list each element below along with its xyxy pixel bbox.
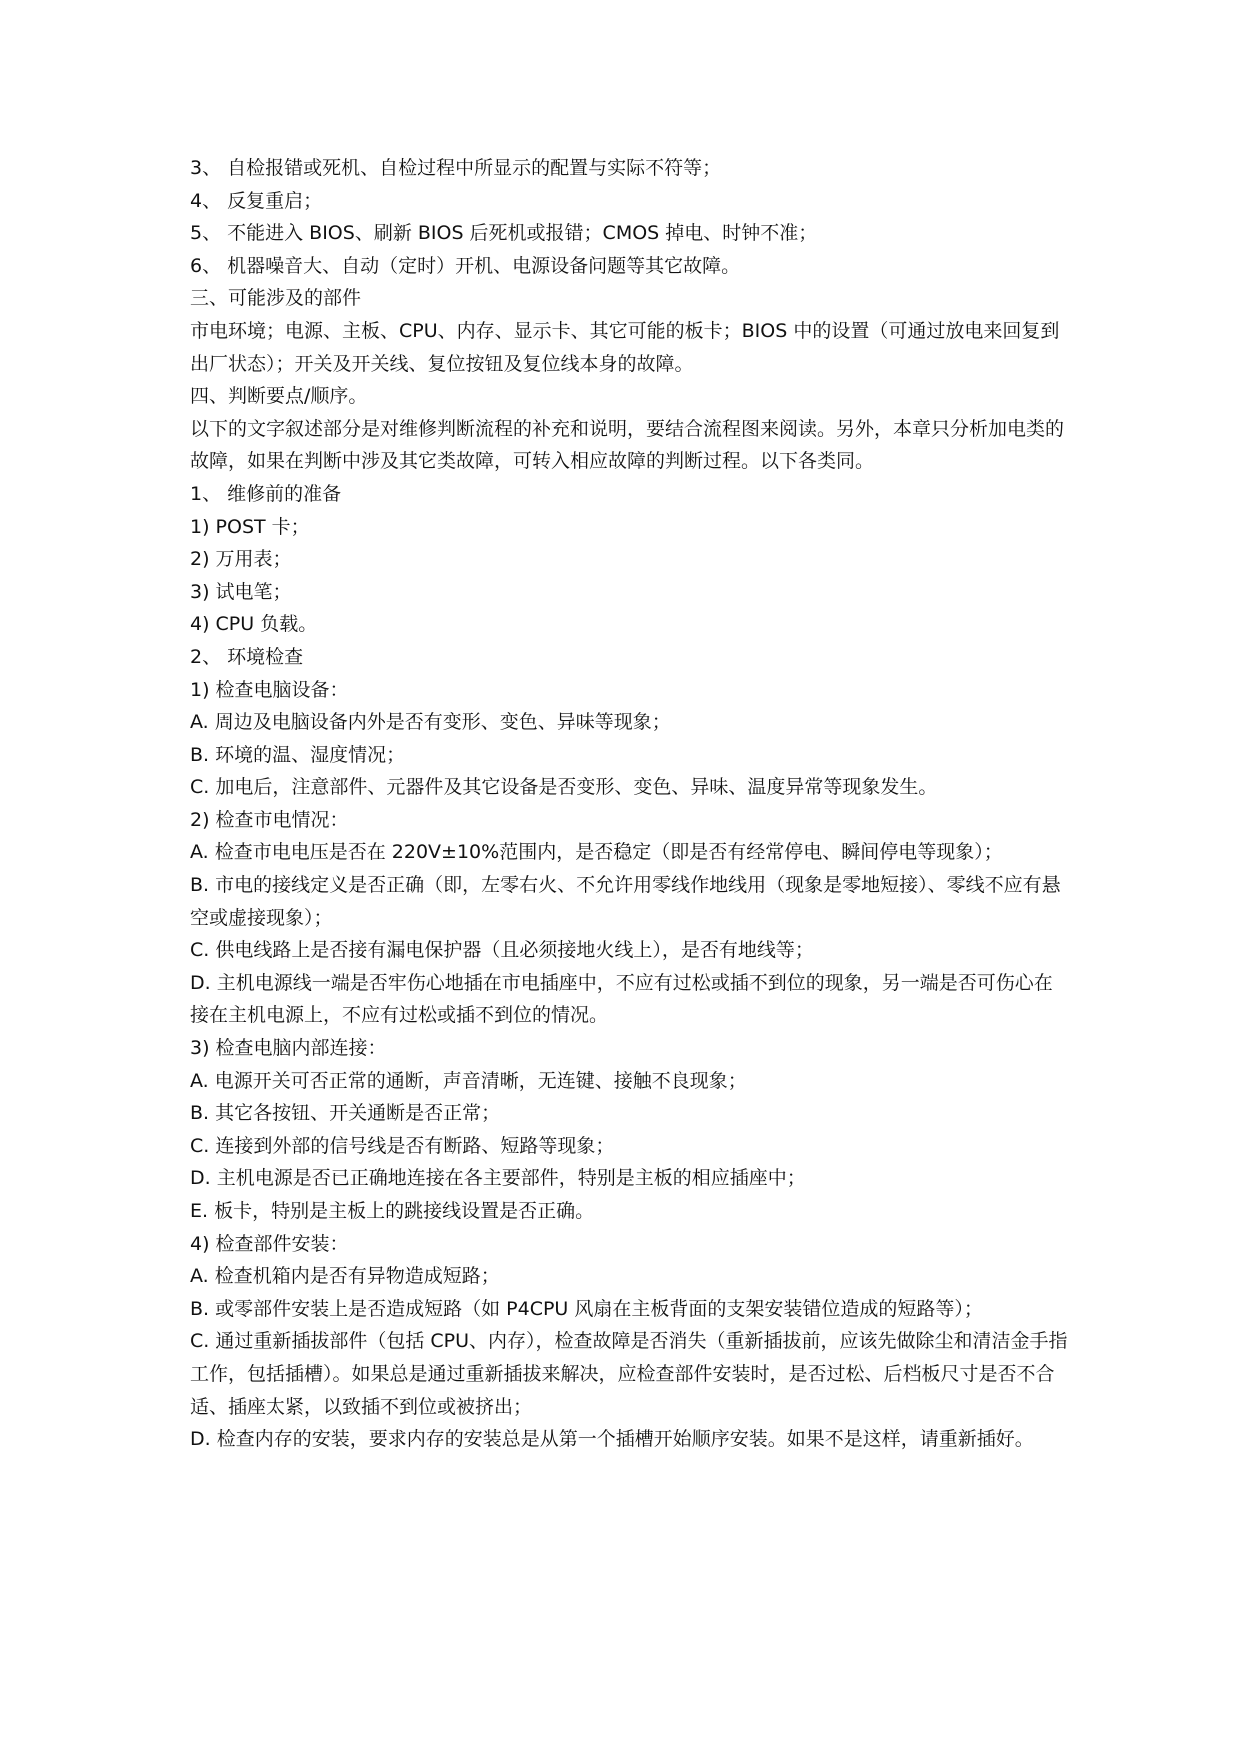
list-item: C. 通过重新插拔部件（包括 CPU、内存），检查故障是否消失（重新插拔前，应该先做除尘和清洁金手指工作，包括插槽）。如果总是通过重新插拔来解决，应检查部件安装时，是否过松、后档板尺寸是否不合适、插座太紧，以致插不到位或被挤出； bbox=[190, 1330, 1068, 1418]
list-item: 2) 检查市电情况： bbox=[190, 808, 349, 831]
list-item: B. 环境的温、湿度情况； bbox=[190, 743, 406, 766]
list-item: B. 其它各按钮、开关通断是否正常； bbox=[190, 1102, 501, 1125]
list-item: D. 主机电源线一端是否牢伤心地插在市电插座中，不应有过松或插不到位的现象，另一端是否可伤心在接在主机电源上，不应有过松或插不到位的情况。 bbox=[190, 971, 1053, 1027]
list-item: A. 电源开关可否正常的通断，声音清晰，无连键、接触不良现象； bbox=[190, 1069, 747, 1092]
list-item: C. 供电线路上是否接有漏电保护器（且必须接地火线上），是否有地线等； bbox=[190, 939, 814, 962]
list-item: 3) 试电笔； bbox=[190, 580, 292, 603]
list-item: A. 周边及电脑设备内外是否有变形、变色、异味等现象； bbox=[190, 711, 671, 734]
list-item: C. 加电后，注意部件、元器件及其它设备是否变形、变色、异味、温度异常等现象发生。 bbox=[190, 776, 938, 799]
list-item: 4) CPU 负载。 bbox=[190, 613, 318, 636]
list-item: A. 检查市电电压是否在 220V±10%范围内，是否稳定（即是否有经常停电、瞬间停电等现象）； bbox=[190, 841, 1003, 864]
list-item: 2) 万用表； bbox=[190, 548, 292, 571]
subheading-environment-check: 2、 环境检查 bbox=[190, 645, 304, 668]
paragraph-intro: 以下的文字叙述部分是对维修判断流程的补充和说明，要结合流程图来阅读。另外，本章只分析加电类的故障，如果在判断中涉及其它类故障，可转入相应故障的判断过程。以下各类同。 bbox=[190, 417, 1065, 473]
paragraph-components: 市电环境；电源、主板、CPU、内存、显示卡、其它可能的板卡；BIOS 中的设置（可通过放电来回复到出厂状态）；开关及开关线、复位按钮及复位线本身的故障。 bbox=[190, 319, 1060, 375]
document-page bbox=[190, 152, 1070, 1456]
list-item-5: 5、 不能进入 BIOS、刷新 BIOS 后死机或报错；CMOS 掉电、时钟不准； bbox=[190, 222, 818, 245]
list-item-6: 6、 机器噪音大、自动（定时）开机、电源设备问题等其它故障。 bbox=[190, 254, 741, 277]
list-item: C. 连接到外部的信号线是否有断路、短路等现象； bbox=[190, 1134, 615, 1157]
list-item: 3) 检查电脑内部连接： bbox=[190, 1037, 387, 1060]
list-item: 1) 检查电脑设备： bbox=[190, 678, 349, 701]
list-item: E. 板卡，特别是主板上的跳接线设置是否正确。 bbox=[190, 1200, 595, 1222]
list-item: D. 主机电源是否已正确地连接在各主要部件，特别是主板的相应插座中； bbox=[190, 1167, 806, 1190]
list-item-3: 3、 自检报错或死机、自检过程中所显示的配置与实际不符等； bbox=[190, 157, 722, 179]
list-item: D. 检查内存的安装，要求内存的安装总是从第一个插槽开始顺序安装。如果不是这样，请重新插好。 bbox=[190, 1428, 1034, 1451]
list-item-4: 4、 反复重启； bbox=[190, 189, 323, 212]
subheading-preparation: 1、 维修前的准备 bbox=[190, 482, 342, 505]
list-item: A. 检查机箱内是否有异物造成短路； bbox=[190, 1265, 500, 1288]
list-item: 4) 检查部件安装： bbox=[190, 1232, 349, 1255]
list-item: B. 或零部件安装上是否造成短路（如 P4CPU 风扇在主板背面的支架安装错位造成的短路等）； bbox=[190, 1297, 983, 1320]
list-item: B. 市电的接线定义是否正确（即，左零右火、不允许用零线作地线用（现象是零地短接）、零线不应有悬空或虚接现象）； bbox=[190, 874, 1061, 929]
section-heading-judgement: 四、判断要点/顺序。 bbox=[190, 385, 368, 408]
list-item: 1) POST 卡； bbox=[190, 515, 310, 538]
section-heading-components: 三、可能涉及的部件 bbox=[190, 287, 362, 310]
